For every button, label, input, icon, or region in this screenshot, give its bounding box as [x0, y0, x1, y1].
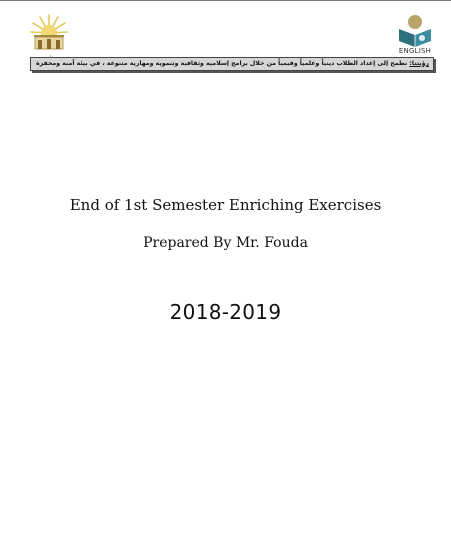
school-building-logo-icon — [29, 13, 69, 55]
vision-label: رؤيتنا: — [409, 60, 429, 67]
english-reading-logo-icon — [395, 13, 435, 49]
top-border-line — [0, 0, 451, 1]
document-author: Prepared By Mr. Fouda — [143, 235, 308, 251]
vision-statement-banner — [30, 57, 434, 71]
english-logo-caption: ENGLISH — [398, 47, 432, 55]
document-year: 2018-2019 — [169, 300, 282, 324]
vision-text: نطمح إلى إعداد الطلاب دينياً وعلمياً وقيمياً من خلال برامج إسلامية وثقافية وتنموية ومهارية متنوعة ، في بيئة آمنة ومحفزة — [35, 60, 410, 67]
document-title: End of 1st Semester Enriching Exercises — [69, 196, 382, 214]
